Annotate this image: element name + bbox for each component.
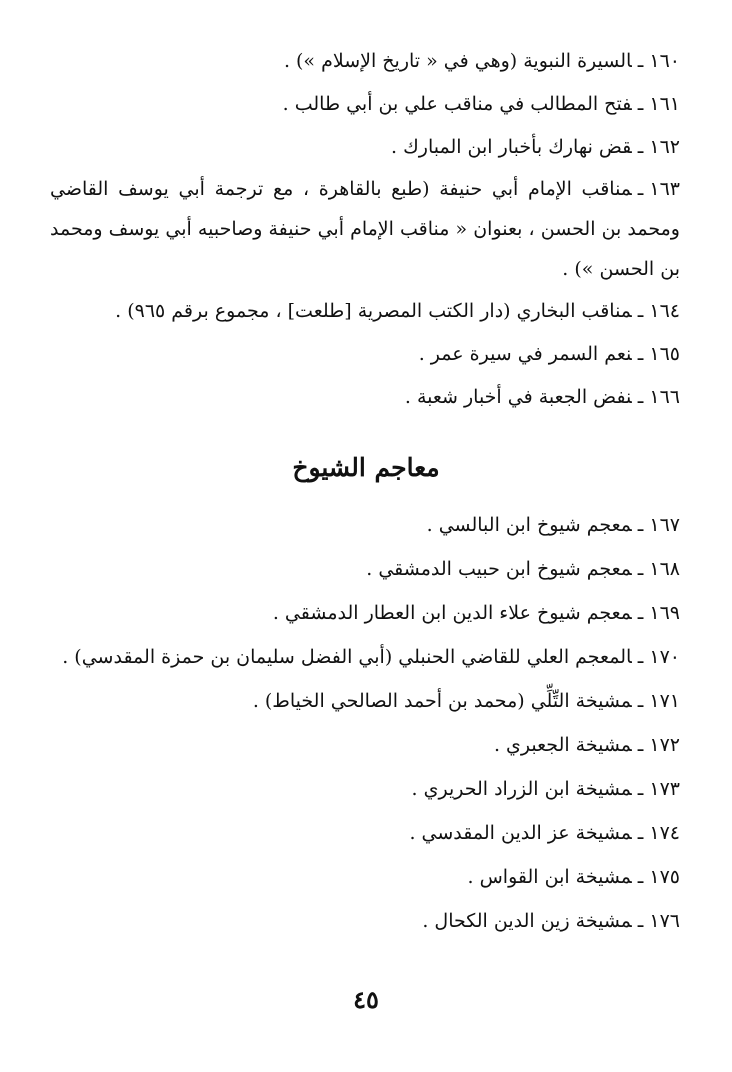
list-item (50, 636, 680, 679)
entry-number: ١٦٨ (649, 558, 680, 580)
entry-dash: ـ (637, 602, 644, 624)
entry-dash: ـ (637, 646, 644, 668)
entry-dash: ـ (637, 734, 644, 756)
entry-number: ١٦١ (649, 93, 680, 115)
list-item (50, 169, 680, 289)
entry-text: المعجم العلي للقاضي الحنبلي (أبي الفضل سليمان بن حمزة المقدسي) . (62, 646, 632, 668)
entry-number: ١٦٤ (649, 300, 680, 322)
bibliography-list-mashyakhat (50, 504, 680, 944)
entry-text: مشيخة ابن القواس . (467, 866, 632, 888)
entry-dash: ـ (637, 866, 644, 888)
list-item (50, 126, 680, 168)
entry-text: نعم السمر في سيرة عمر . (418, 343, 632, 365)
section-heading: معاجم الشيوخ (292, 453, 440, 482)
entry-number: ١٦٦ (649, 386, 680, 408)
entry-number: ١٧٢ (649, 734, 680, 756)
entry-text: فتح المطالب في مناقب علي بن أبي طالب . (282, 93, 632, 115)
entry-dash: ـ (637, 300, 644, 322)
entry-text: قض نهارك بأخبار ابن المبارك . (391, 136, 632, 158)
entry-number: ١٧٤ (649, 822, 680, 844)
entry-text: معجم شيوخ علاء الدين ابن العطار الدمشقي . (272, 602, 632, 624)
list-item (50, 504, 680, 547)
list-item (50, 900, 680, 943)
entry-text: مشيخة الجعبري . (493, 734, 632, 756)
entry-dash: ـ (637, 386, 644, 408)
entry-number: ١٧١ (649, 690, 680, 712)
entry-dash: ـ (637, 514, 644, 536)
entry-text: مناقب البخاري (دار الكتب المصرية [طلعت] ، مجموع برقم ٩٦٥) . (115, 300, 632, 322)
entry-dash: ـ (637, 343, 644, 365)
list-item (50, 724, 680, 767)
entry-dash: ـ (637, 910, 644, 932)
bibliography-list-books (50, 40, 680, 419)
entry-dash: ـ (637, 178, 644, 200)
entry-number: ١٧٣ (649, 778, 680, 800)
entry-number: ١٦٢ (649, 136, 680, 158)
entry-text: مناقب الإمام أبي حنيفة (طبع بالقاهرة ، مع ترجمة أبي يوسف القاضي ومحمد بن الحسن ، بعنوان « مناقب الإمام أبي حنيفة وصاحبيه أبي يوسف ومحمد بن الحسن ») . (50, 178, 680, 280)
entry-number: ١٦٩ (649, 602, 680, 624)
entry-number: ١٦٠ (649, 50, 680, 72)
entry-text: معجم شيوخ ابن البالسي . (426, 514, 632, 536)
entry-text: معجم شيوخ ابن حبيب الدمشقي . (366, 558, 632, 580)
list-item (50, 376, 680, 418)
list-item (50, 812, 680, 855)
entry-dash: ـ (637, 778, 644, 800)
list-item (50, 290, 680, 332)
list-item (50, 680, 680, 723)
list-item (50, 768, 680, 811)
entry-text: مشيخة ابن الزراد الحريري . (411, 778, 632, 800)
entry-number: ١٧٥ (649, 866, 680, 888)
entry-dash: ـ (637, 558, 644, 580)
entry-number: ١٦٣ (649, 178, 680, 200)
entry-text: السيرة النبوية (وهي في « تاريخ الإسلام ») . (283, 50, 632, 72)
entry-number: ١٧٦ (649, 910, 680, 932)
page-number: ٤٥ (353, 985, 379, 1014)
entry-dash: ـ (637, 50, 644, 72)
list-item (50, 856, 680, 899)
entry-dash: ـ (637, 690, 644, 712)
entry-text: مشيخة زين الدين الكحال . (422, 910, 632, 932)
entry-text: مشيخة عز الدين المقدسي . (409, 822, 632, 844)
list-item (50, 592, 680, 635)
entry-dash: ـ (637, 93, 644, 115)
entry-text: مشيخة التِّلِّي (محمد بن أحمد الصالحي الخياط) . (252, 690, 632, 712)
entry-number: ١٧٠ (649, 646, 680, 668)
entry-text: نفض الجعبة في أخبار شعبة . (404, 386, 632, 408)
entry-number: ١٦٥ (649, 343, 680, 365)
list-item (50, 40, 680, 82)
list-item (50, 333, 680, 375)
entry-dash: ـ (637, 136, 644, 158)
entry-number: ١٦٧ (649, 514, 680, 536)
list-item (50, 83, 680, 125)
entry-dash: ـ (637, 822, 644, 844)
list-item (50, 548, 680, 591)
